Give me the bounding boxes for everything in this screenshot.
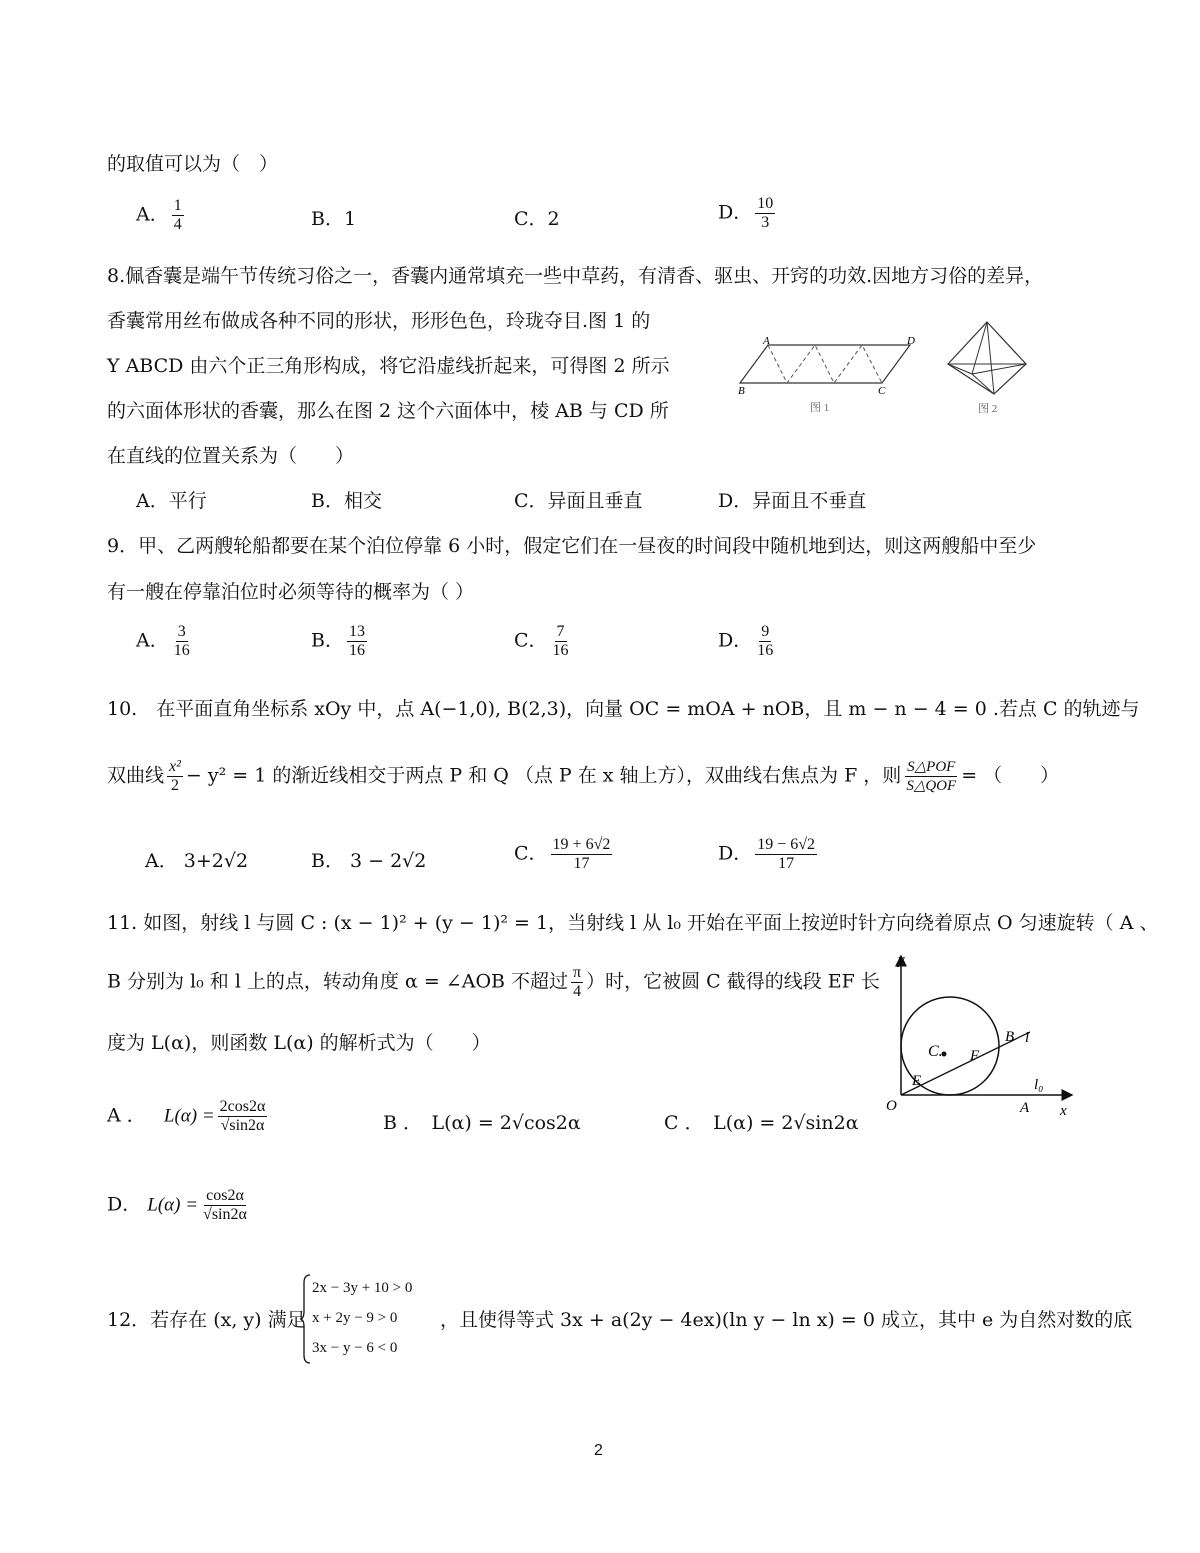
q12-suffix: ，且使得等式 3x + a(2y − 4ex)(ln y − ln x) = 0 成立，其中 e 为自然对数的底 [440, 1309, 1133, 1331]
q12-prefix: 12．若存在 (x, y) 满足 [107, 1309, 306, 1331]
q11-line-2: B 分别为 l₀ 和 l 上的点，转动角度 α = ∠AOB 不超过 $\frac{\pi}{4}$ ）时，它被圆 C 截得的线段 EF 长 [107, 964, 880, 1000]
q11-option-c: C ． L(α) = 2√sin2α [664, 1112, 859, 1134]
figure-2-hexahedron [942, 318, 1032, 418]
svg-text:D: D [907, 335, 915, 347]
q7-option-d: D． $\frac{10}{3}$ [718, 195, 774, 231]
q8-line-2: 香囊常用丝布做成各种不同的形状，形形色色，玲珑夺目.图 1 的 [107, 310, 651, 332]
q8-line-1: 8.佩香囊是端午节传统习俗之一，香囊内通常填充一些中草药，有清香、驱虫、开窍的功效.因地方习俗的差异， [107, 265, 1044, 287]
q12-inequality-1: 2x − 3y + 10 > 0 [312, 1280, 413, 1296]
q11-line-1: 11. 如图，射线 l 与圆 C : (x − 1)² + (y − 1)² = 1，当射线 l 从 l₀ 开始在平面上按逆时针方向绕着原点 O 匀速旋转（ A 、 [107, 912, 1159, 934]
q9-line-1: 9．甲、乙两艘轮船都要在某个泊位停靠 6 小时，假定它们在一昼夜的时间段中随机地到达，则这两艘船中至少 [107, 535, 1037, 557]
q8-option-a: A．平行 [136, 490, 207, 512]
svg-text:B: B [738, 385, 745, 397]
q8-option-b: B．相交 [311, 490, 382, 512]
q8-line-5: 在直线的位置关系为（ ） [107, 445, 355, 467]
q7-option-a: A． $\frac{1}{4}$ [136, 197, 182, 233]
svg-text:B: B [1005, 1029, 1015, 1045]
q7-option-c: C．2 [514, 208, 560, 230]
q11-line-3: 度为 L(α)，则函数 L(α) 的解析式为（ ） [107, 1032, 491, 1054]
svg-text:C.: C. [928, 1043, 943, 1060]
svg-text:y: y [898, 952, 905, 968]
q9-line-2: 有一艘在停靠泊位时必须等待的概率为（ ） [107, 581, 475, 603]
q8-line-3: Y ABCD 由六个正三角形构成，将它沿虚线折起来，可得图 2 所示 [107, 355, 670, 377]
q9-option-c: C． $\frac{7}{16}$ [514, 623, 569, 659]
q12-inequality-3: 3x − y − 6 < 0 [312, 1340, 398, 1356]
q10-line-1: 10. 在平面直角坐标系 xOy 中，点 A(−1,0), B(2,3)，向量 OC = mOA + nOB，且 m − n − 4 = 0 .若点 C 的轨迹与 [107, 698, 1140, 720]
svg-text:F: F [970, 1048, 980, 1064]
q9-option-a: A． $\frac{3}{16}$ [136, 623, 190, 659]
page-number: 2 [594, 1442, 603, 1459]
svg-text:A: A [1020, 1100, 1030, 1116]
q11-option-a: A ． L(α) = $\frac{2\cos 2\alpha}{√\sin 2\alpha}$ [107, 1098, 266, 1134]
svg-text:x: x [1060, 1103, 1067, 1119]
svg-text:E: E [912, 1073, 922, 1089]
q10-option-c: C． $\frac{19 + 6√2}{17}$ [514, 836, 611, 872]
q8-option-c: C．异面且垂直 [514, 490, 643, 512]
svg-text:l: l [1025, 1030, 1030, 1046]
q11-circle-figure [880, 950, 1080, 1120]
q10-option-d: D． $\frac{19 - 6√2}{17}$ [718, 836, 816, 872]
question-7-stem-tail: 的取值可以为（ ） [107, 153, 279, 175]
figure-1-parallelogram [735, 335, 925, 420]
svg-text:C: C [878, 385, 886, 397]
svg-text:l₀: l₀ [1034, 1077, 1044, 1093]
q11-option-d: D． L(α) = $\frac{\cos 2\alpha}{√\sin 2\alpha}$ [107, 1187, 247, 1223]
svg-text:A: A [763, 335, 770, 347]
q8-option-d: D．异面且不垂直 [718, 490, 867, 512]
q7-option-b: B．1 [311, 208, 357, 230]
q9-option-d: D． $\frac{9}{16}$ [718, 623, 774, 659]
q10-line-2: 双曲线 $\frac{\text{x²}}{2}$ − y² = 1 的渐近线相交于两点 P 和 Q （点 P 在 x 轴上方），双曲线右焦点为 F ，则 $\frac{\text{S△POF}}{\text{S△QOF}}$ = （ ） [107, 758, 1060, 794]
fig1-caption: 图 1 [810, 402, 830, 414]
q10-option-b: B． 3 − 2√2 [311, 850, 427, 872]
q11-option-b: B ． L(α) = 2√cos2α [383, 1112, 581, 1134]
q12-brace [300, 1273, 312, 1365]
svg-text:O: O [886, 1098, 897, 1114]
q9-option-b: B． $\frac{13}{16}$ [311, 623, 365, 659]
q12-inequality-2: x + 2y − 9 > 0 [312, 1310, 398, 1326]
q8-line-4: 的六面体形状的香囊，那么在图 2 这个六面体中，棱 AB 与 CD 所 [107, 400, 669, 422]
q10-option-a: A． 3+2√2 [145, 850, 249, 872]
fig2-caption: 图 2 [978, 403, 998, 415]
